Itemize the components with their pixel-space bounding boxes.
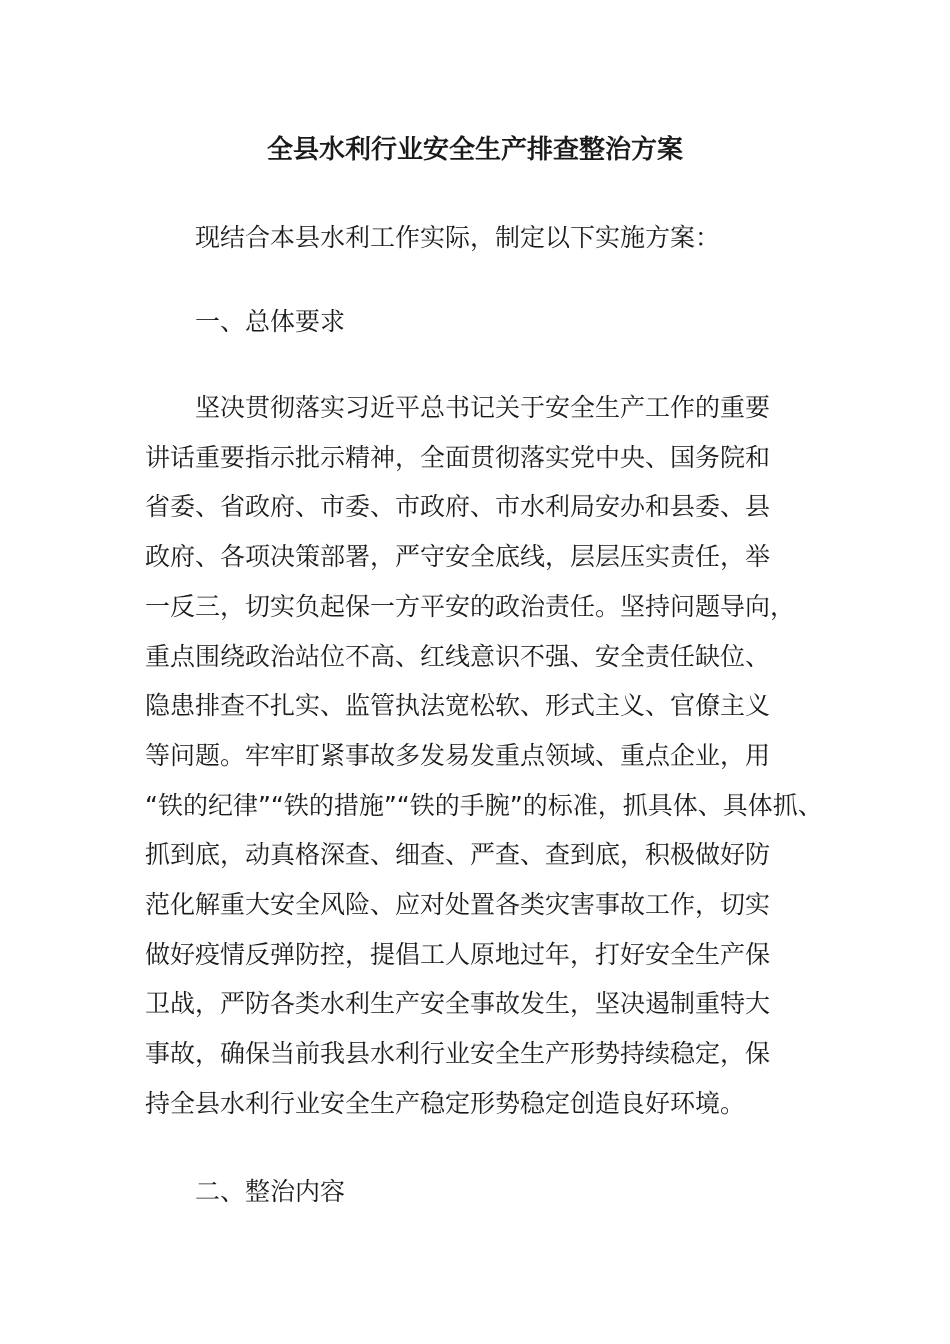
body-line: 重点围绕政治站位不高、红线意识不强、安全责任缺位、 xyxy=(145,641,771,671)
section-body-general-requirements xyxy=(145,383,845,1129)
body-line: 省委、省政府、市委、市政府、市水利局安办和县委、县 xyxy=(145,492,771,522)
body-line: 事故，确保当前我县水利行业安全生产形势持续稳定，保 xyxy=(145,1039,771,1069)
body-line: 等问题。牢牢盯紧事故多发易发重点领域、重点企业，用 xyxy=(145,740,771,770)
body-line: 持全县水利行业安全生产稳定形势稳定创造良好环境。 xyxy=(145,1088,746,1118)
body-line: 卫战，严防各类水利生产安全事故发生，坚决遏制重特大 xyxy=(145,989,771,1019)
body-line: 讲话重要指示批示精神，全面贯彻落实党中央、国务院和 xyxy=(145,442,771,472)
section-heading-rectification-content: 二、整治内容 xyxy=(195,1177,346,1206)
body-line: 范化解重大安全风险、应对处置各类灾害事故工作，切实 xyxy=(145,890,771,920)
body-line: 做好疫情反弹防控，提倡工人原地过年，打好安全生产保 xyxy=(145,939,771,969)
document-title: 全县水利行业安全生产排查整治方案 xyxy=(266,135,683,165)
body-line: 坚决贯彻落实习近平总书记关于安全生产工作的重要 xyxy=(195,393,771,422)
body-line: 隐患排查不扎实、监管执法宽松软、形式主义、官僚主义 xyxy=(145,691,771,721)
body-line: “铁的纪律”“铁的措施”“铁的手腕”的标准，抓具体、具体抓、 xyxy=(145,790,823,820)
body-line: 政府、各项决策部署，严守安全底线，层层压实责任，举 xyxy=(145,542,771,572)
section-heading-general-requirements: 一、总体要求 xyxy=(195,307,346,336)
body-line: 抓到底，动真格深查、细查、严查、查到底，积极做好防 xyxy=(145,840,771,870)
intro-paragraph: 现结合本县水利工作实际，制定以下实施方案： xyxy=(195,223,721,252)
body-line: 一反三，切实负起保一方平安的政治责任。坚持问题导向， xyxy=(145,591,796,621)
